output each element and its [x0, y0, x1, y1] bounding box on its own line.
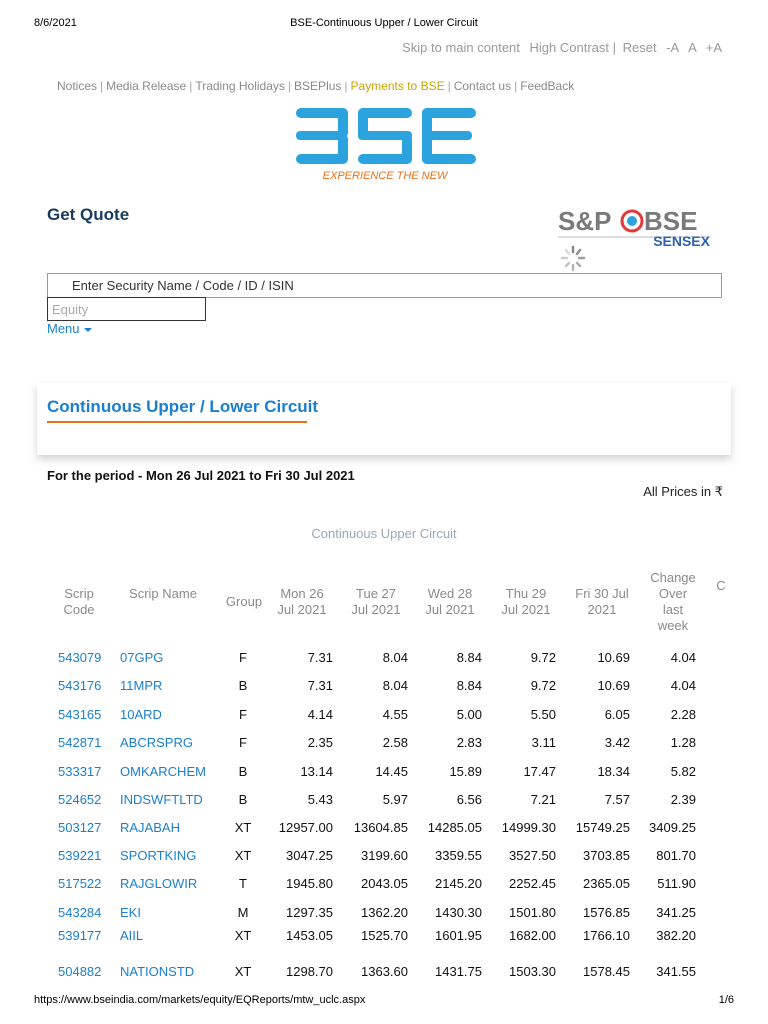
scrip-code-link[interactable]: 543176 [58, 678, 102, 693]
wed-price-cell: 14285.05 [427, 820, 482, 835]
table-header-text: Tue 27 [356, 586, 396, 601]
table-header-text: Scrip [64, 586, 94, 601]
caret-down-icon [84, 328, 92, 332]
scrip-code-link[interactable]: 543165 [58, 707, 102, 722]
wed-price-cell: 3359.55 [435, 848, 482, 863]
section-title: Continuous Upper / Lower Circuit [47, 397, 319, 416]
table-header-text: Thu 29 [505, 586, 547, 601]
change-cell: 801.70 [656, 848, 696, 863]
scrip-code-link[interactable]: 543284 [58, 905, 102, 920]
scrip-name-link[interactable]: OMKARCHEM [120, 764, 206, 779]
table-header-col-3 [270, 586, 334, 618]
scrip-name-link[interactable]: AIIL [120, 928, 144, 943]
fri-price-cell: 7.57 [604, 792, 630, 807]
mon-price-cell: 4.14 [307, 707, 333, 722]
table-header-text: Over [658, 586, 688, 601]
scrip-code-link[interactable]: 504882 [58, 964, 102, 979]
fri-price-cell: 1576.85 [583, 905, 630, 920]
thu-price-cell: 5.50 [530, 707, 556, 722]
top-link-media-release[interactable]: Media Release [106, 79, 187, 93]
font-decrease-link[interactable]: -A [666, 40, 679, 55]
scrip-name-link[interactable]: 11MPR [120, 678, 163, 693]
accessibility-bar [396, 40, 722, 55]
mon-price-cell: 12957.00 [278, 820, 333, 835]
table-header-col-4 [344, 586, 408, 618]
table-header-col-5 [418, 586, 482, 618]
prices-note: All Prices in ₹ [643, 484, 723, 499]
fri-price-cell: 15749.25 [575, 820, 630, 835]
tue-price-cell: 1363.60 [361, 964, 408, 979]
table-header-col-0 [48, 586, 110, 618]
group-cell: F [239, 735, 247, 750]
tue-price-cell: 2043.05 [361, 876, 408, 891]
security-search-input[interactable]: Enter Security Name / Code / ID / ISIN [47, 273, 722, 298]
thu-price-cell: 9.72 [530, 650, 556, 665]
thu-price-cell: 17.47 [523, 764, 556, 779]
group-cell: T [239, 876, 247, 891]
table-header-col-7 [566, 586, 638, 618]
thu-price-cell: 9.72 [530, 678, 556, 693]
wed-price-cell: 1601.95 [435, 928, 482, 943]
top-link-feedback[interactable]: FeedBack [520, 79, 575, 93]
tue-price-cell: 13604.85 [353, 820, 408, 835]
link-separator: | [514, 79, 518, 93]
scrip-code-link[interactable]: 542871 [58, 735, 102, 750]
table-header-col-6 [492, 586, 560, 618]
thu-price-cell: 1682.00 [509, 928, 556, 943]
font-normal-link[interactable]: A [688, 40, 697, 55]
top-link-bseplus[interactable]: BSEPlus [294, 79, 342, 93]
group-cell: XT [234, 820, 252, 835]
link-separator: | [189, 79, 193, 93]
bse-logo-graphic [292, 106, 478, 184]
change-cell: 1.28 [670, 735, 696, 750]
change-cell: 382.20 [656, 928, 696, 943]
scrip-name-link[interactable]: ABCRSPRG [120, 735, 193, 750]
thu-price-cell: 1503.30 [509, 964, 556, 979]
wed-price-cell: 1430.30 [435, 905, 482, 920]
table-header-text: Scrip Name [129, 586, 197, 601]
loading-spinner-icon [555, 243, 591, 275]
table-header-text: 2021 [587, 602, 617, 617]
mon-price-cell: 5.43 [307, 792, 333, 807]
mon-price-cell: 3047.25 [286, 848, 333, 863]
tue-price-cell: 4.55 [382, 707, 408, 722]
change-cell: 511.90 [657, 876, 696, 891]
tue-price-cell: 8.04 [382, 650, 408, 665]
link-separator: | [287, 79, 292, 93]
scrip-name-link[interactable]: INDSWFTLTD [120, 792, 203, 807]
table-header-text: Wed 28 [427, 586, 473, 601]
tue-price-cell: 1362.20 [361, 905, 408, 920]
thu-price-cell: 3.11 [531, 735, 556, 750]
tue-price-cell: 5.97 [382, 792, 408, 807]
thu-price-cell: 7.21 [530, 792, 556, 807]
mon-price-cell: 1945.80 [286, 876, 333, 891]
sensex-logo-bse: BSE [644, 206, 698, 236]
group-cell: B [238, 678, 248, 693]
top-link-notices[interactable]: Notices [57, 79, 98, 93]
wed-price-cell: 15.89 [449, 764, 482, 779]
table-header-text: Code [63, 602, 95, 617]
top-link-payments-to-bse[interactable]: Payments to BSE [350, 79, 445, 93]
table-header-text: Mon 26 [280, 586, 324, 601]
table-header-text: Fri 30 Jul [575, 586, 629, 601]
scrip-code-link[interactable]: 543079 [58, 650, 102, 665]
fri-price-cell: 3.42 [604, 735, 630, 750]
thu-price-cell: 2252.45 [509, 876, 556, 891]
mon-price-cell: 1453.05 [286, 928, 333, 943]
mon-price-cell: 1297.35 [286, 905, 333, 920]
mon-price-cell: 1298.70 [286, 964, 333, 979]
print-footer [0, 994, 768, 1008]
print-title: BSE-Continuous Upper / Lower Circuit [290, 17, 478, 29]
change-cell: 3409.25 [649, 820, 696, 835]
table-header-col-1 [118, 586, 208, 602]
group-cell: F [239, 650, 247, 665]
group-cell: F [239, 707, 247, 722]
mon-price-cell: 13.14 [300, 764, 333, 779]
scrip-name-link[interactable]: 07GPG [120, 650, 164, 665]
change-cell: 5.82 [670, 764, 696, 779]
scrip-code-link[interactable]: 517522 [58, 876, 102, 891]
link-separator: | [100, 79, 104, 93]
bse-logo[interactable] [292, 106, 478, 184]
sensex-logo-sub: SENSEX [653, 233, 710, 249]
high-contrast-link[interactable]: High Contrast | [529, 40, 616, 55]
page-url: https://www.bseindia.com/markets/equity/EQReports/mtw_uclc.aspx [34, 994, 366, 1006]
change-cell: 4.04 [670, 650, 696, 665]
mon-price-cell: 2.35 [307, 735, 333, 750]
top-links-nav [57, 79, 574, 93]
get-quote-title: Get Quote [47, 205, 130, 224]
tue-price-cell: 1525.70 [361, 928, 408, 943]
group-cell: XT [234, 928, 252, 943]
wed-price-cell: 8.84 [456, 678, 482, 693]
scrip-name-link[interactable]: EKI [120, 905, 141, 920]
fri-price-cell: 18.34 [597, 764, 630, 779]
thu-price-cell: 1501.80 [509, 905, 556, 920]
fri-price-cell: 3703.85 [583, 848, 630, 863]
thu-price-cell: 3527.50 [509, 848, 556, 863]
thu-price-cell: 14999.30 [501, 820, 556, 835]
period-text: For the period - Mon 26 Jul 2021 to Fri 30 Jul 2021 [47, 468, 355, 483]
menu-dropdown[interactable] [47, 321, 92, 336]
section-underline [47, 421, 307, 423]
page-number: 1/6 [718, 994, 734, 1006]
table-header-text: Jul 2021 [501, 602, 551, 617]
change-cell: 341.55 [656, 964, 696, 979]
scrip-name-link[interactable]: RAJABAH [120, 820, 180, 835]
print-date: 8/6/2021 [34, 17, 77, 29]
scrip-code-link[interactable]: 503127 [58, 820, 102, 835]
mon-price-cell: 7.31 [307, 678, 333, 693]
link-separator: | [447, 79, 451, 93]
change-cell: 2.28 [670, 707, 696, 722]
scrip-code-link[interactable]: 539221 [58, 848, 102, 863]
wed-price-cell: 2145.20 [435, 876, 482, 891]
tue-price-cell: 8.04 [382, 678, 408, 693]
group-cell: XT [234, 964, 252, 979]
menu-label: Menu [47, 321, 80, 336]
fri-price-cell: 2365.05 [583, 876, 630, 891]
table-header-col-9 [714, 578, 728, 594]
fri-price-cell: 10.69 [597, 678, 630, 693]
fri-price-cell: 6.05 [604, 707, 630, 722]
table-header-text: C [716, 578, 726, 593]
group-cell: M [237, 905, 249, 920]
change-cell: 341.25 [656, 905, 696, 920]
tue-price-cell: 3199.60 [361, 848, 408, 863]
font-increase-link[interactable]: +A [705, 40, 722, 55]
tue-price-cell: 2.58 [382, 735, 408, 750]
link-separator: | [344, 79, 348, 93]
scrip-code-link[interactable]: 524652 [58, 792, 102, 807]
wed-price-cell: 1431.75 [435, 964, 482, 979]
table-header-text: week [657, 618, 689, 633]
scrip-code-link[interactable]: 539177 [58, 928, 102, 943]
wed-price-cell: 5.00 [456, 707, 482, 722]
change-cell: 4.04 [670, 678, 696, 693]
group-cell: XT [234, 848, 252, 863]
table-header-col-2 [218, 594, 270, 610]
print-header [0, 17, 768, 31]
fri-price-cell: 1578.45 [583, 964, 630, 979]
table-header-col-8 [640, 570, 706, 634]
group-cell: B [238, 792, 248, 807]
scrip-code-link[interactable]: 533317 [58, 764, 102, 779]
sensex-logo-sp: S&P [558, 206, 612, 236]
section-header-band [37, 383, 731, 455]
table-header-text: Jul 2021 [425, 602, 475, 617]
scrip-name-link[interactable]: NATIONSTD [120, 964, 195, 979]
mon-price-cell: 7.31 [307, 650, 333, 665]
table-title: Continuous Upper Circuit [311, 526, 457, 541]
equity-select[interactable]: Equity [47, 297, 206, 321]
wed-price-cell: 8.84 [456, 650, 482, 665]
tue-price-cell: 14.45 [375, 764, 408, 779]
table-header-text: Change [650, 570, 696, 585]
wed-price-cell: 6.56 [456, 792, 482, 807]
wed-price-cell: 2.83 [456, 735, 482, 750]
table-header-text: Jul 2021 [277, 602, 327, 617]
scrip-name-link[interactable]: SPORTKING [120, 848, 197, 863]
bse-tagline: EXPERIENCE THE NEW [322, 170, 448, 182]
fri-price-cell: 10.69 [597, 650, 630, 665]
top-link-trading-holidays[interactable]: Trading Holidays [195, 79, 285, 93]
skip-link[interactable]: Skip to main content [402, 40, 520, 55]
table-header-text: Jul 2021 [351, 602, 401, 617]
group-cell: B [238, 764, 248, 779]
scrip-name-link[interactable]: 10ARD [120, 707, 162, 722]
scrip-name-link[interactable]: RAJGLOWIR [120, 876, 198, 891]
change-cell: 2.39 [670, 792, 696, 807]
table-header-text: last [662, 602, 684, 617]
top-link-contact-us[interactable]: Contact us [453, 79, 512, 93]
fri-price-cell: 1766.10 [583, 928, 630, 943]
table-header-text: Group [225, 594, 263, 609]
reset-link[interactable]: Reset [622, 40, 657, 55]
